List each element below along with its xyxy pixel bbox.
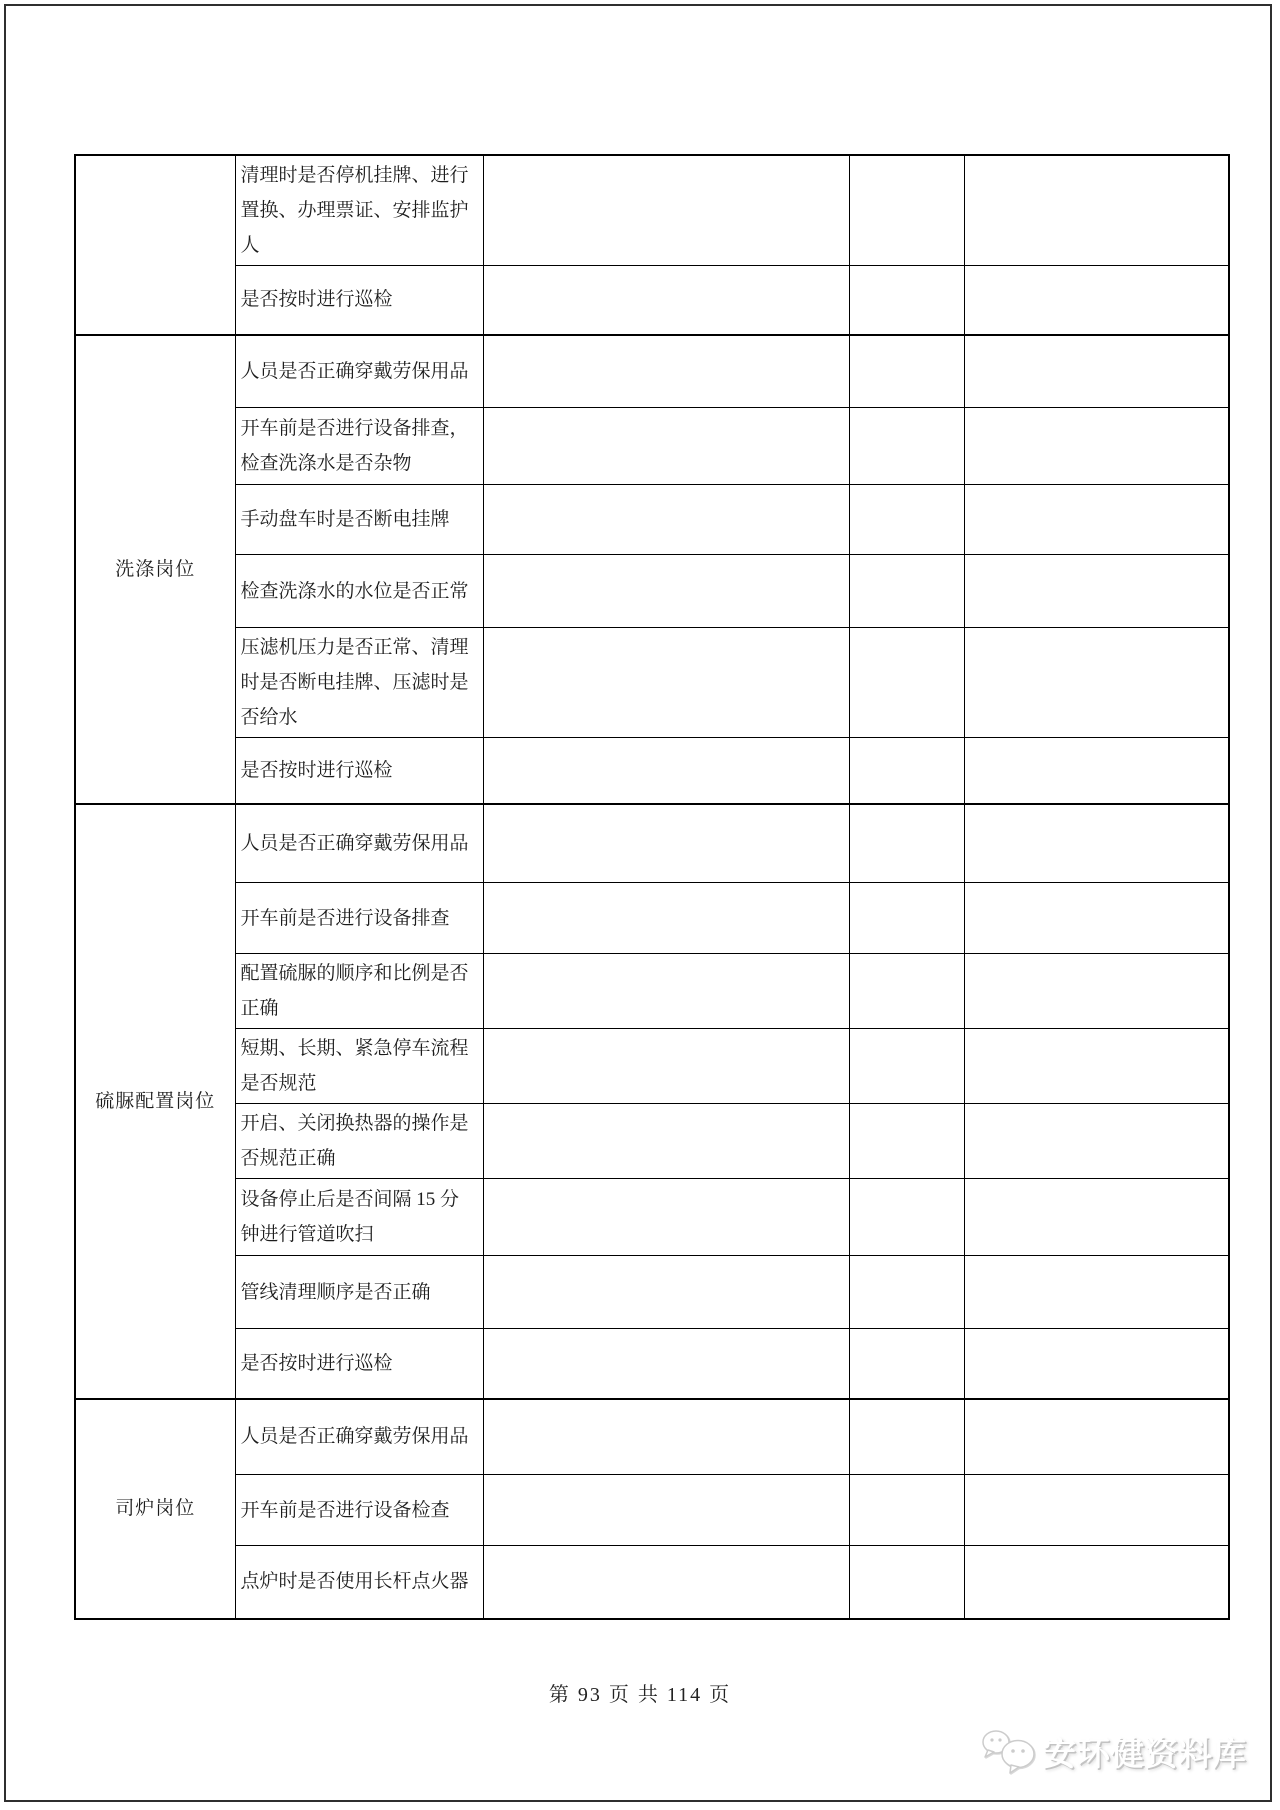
check-item-cell: 清理时是否停机挂牌、进行置换、办理票证、安排监护人	[235, 155, 483, 266]
blank-cell-3	[964, 1475, 1229, 1546]
blank-cell-3	[964, 555, 1229, 628]
table-row	[75, 555, 1229, 628]
table-row	[75, 1329, 1229, 1399]
blank-cell-2	[849, 266, 964, 335]
blank-cell-3	[964, 883, 1229, 954]
blank-cell-3	[964, 804, 1229, 883]
blank-cell-1	[483, 485, 849, 555]
table-row	[75, 155, 1229, 266]
blank-cell-2	[849, 1256, 964, 1329]
blank-cell-3	[964, 1399, 1229, 1475]
blank-cell-1	[483, 555, 849, 628]
blank-cell-1	[483, 1029, 849, 1104]
check-item-cell: 设备停止后是否间隔 15 分钟进行管道吹扫	[235, 1179, 483, 1256]
check-item-cell: 是否按时进行巡检	[235, 738, 483, 804]
table-row	[75, 1399, 1229, 1475]
check-item-cell: 是否按时进行巡检	[235, 1329, 483, 1399]
blank-cell-3	[964, 1546, 1229, 1619]
blank-cell-2	[849, 155, 964, 266]
blank-cell-1	[483, 883, 849, 954]
check-item-cell: 开车前是否进行设备排查，检查洗涤水是否杂物	[235, 408, 483, 485]
blank-cell-3	[964, 1179, 1229, 1256]
blank-cell-2	[849, 1546, 964, 1619]
page-footer	[0, 1678, 1280, 1707]
page-number-text: 第 93 页 共 114 页	[548, 1684, 732, 1706]
blank-cell-1	[483, 1475, 849, 1546]
blank-cell-3	[964, 266, 1229, 335]
blank-cell-2	[849, 954, 964, 1029]
brand-watermark	[981, 1728, 1247, 1775]
check-item-cell: 压滤机压力是否正常、清理时是否断电挂牌、压滤时是否给水	[235, 628, 483, 738]
blank-cell-3	[964, 738, 1229, 804]
blank-cell-3	[964, 628, 1229, 738]
check-item-cell: 点炉时是否使用长杆点火器	[235, 1546, 483, 1619]
blank-cell-3	[964, 408, 1229, 485]
blank-cell-2	[849, 883, 964, 954]
position-label-cell	[75, 155, 235, 335]
position-label-cell: 司炉岗位	[75, 1399, 235, 1619]
check-item-cell: 人员是否正确穿戴劳保用品	[235, 1399, 483, 1475]
blank-cell-2	[849, 1475, 964, 1546]
table-row	[75, 1179, 1229, 1256]
table-row	[75, 1256, 1229, 1329]
blank-cell-3	[964, 1104, 1229, 1179]
blank-cell-3	[964, 1256, 1229, 1329]
blank-cell-1	[483, 954, 849, 1029]
position-label-cell: 洗涤岗位	[75, 335, 235, 804]
blank-cell-3	[964, 954, 1229, 1029]
blank-cell-1	[483, 335, 849, 408]
position-label-cell: 硫脲配置岗位	[75, 804, 235, 1399]
blank-cell-1	[483, 1329, 849, 1399]
blank-cell-1	[483, 738, 849, 804]
blank-cell-2	[849, 1179, 964, 1256]
table-row	[75, 485, 1229, 555]
blank-cell-2	[849, 738, 964, 804]
check-item-cell: 人员是否正确穿戴劳保用品	[235, 335, 483, 408]
table-row	[75, 1475, 1229, 1546]
table-row	[75, 954, 1229, 1029]
blank-cell-1	[483, 155, 849, 266]
blank-cell-2	[849, 485, 964, 555]
blank-cell-2	[849, 1329, 964, 1399]
blank-cell-1	[483, 1546, 849, 1619]
blank-cell-3	[964, 335, 1229, 408]
check-item-cell: 开车前是否进行设备检查	[235, 1475, 483, 1546]
table-row	[75, 738, 1229, 804]
blank-cell-3	[964, 155, 1229, 266]
blank-cell-2	[849, 804, 964, 883]
check-item-cell: 是否按时进行巡检	[235, 266, 483, 335]
table-row	[75, 628, 1229, 738]
check-item-cell: 检查洗涤水的水位是否正常	[235, 555, 483, 628]
check-item-cell: 开启、关闭换热器的操作是否规范正确	[235, 1104, 483, 1179]
blank-cell-1	[483, 804, 849, 883]
blank-cell-2	[849, 335, 964, 408]
inspection-checklist-table	[74, 154, 1230, 1620]
blank-cell-2	[849, 1104, 964, 1179]
table-row	[75, 408, 1229, 485]
blank-cell-2	[849, 555, 964, 628]
wechat-chat-bubbles-icon	[981, 1729, 1039, 1775]
blank-cell-3	[964, 1329, 1229, 1399]
blank-cell-1	[483, 1104, 849, 1179]
table-row	[75, 1104, 1229, 1179]
blank-cell-3	[964, 485, 1229, 555]
table-row	[75, 1029, 1229, 1104]
watermark-text: 安环健资料库	[1043, 1737, 1247, 1773]
check-item-cell: 手动盘车时是否断电挂牌	[235, 485, 483, 555]
blank-cell-2	[849, 408, 964, 485]
blank-cell-1	[483, 1256, 849, 1329]
table-row	[75, 883, 1229, 954]
blank-cell-2	[849, 1399, 964, 1475]
check-item-cell: 短期、长期、紧急停车流程是否规范	[235, 1029, 483, 1104]
check-item-cell: 管线清理顺序是否正确	[235, 1256, 483, 1329]
blank-cell-1	[483, 1179, 849, 1256]
table-row	[75, 804, 1229, 883]
blank-cell-1	[483, 628, 849, 738]
blank-cell-1	[483, 1399, 849, 1475]
blank-cell-1	[483, 408, 849, 485]
check-item-cell: 人员是否正确穿戴劳保用品	[235, 804, 483, 883]
check-item-cell: 配置硫脲的顺序和比例是否正确	[235, 954, 483, 1029]
table-row	[75, 266, 1229, 335]
blank-cell-1	[483, 266, 849, 335]
check-item-cell: 开车前是否进行设备排查	[235, 883, 483, 954]
blank-cell-3	[964, 1029, 1229, 1104]
blank-cell-2	[849, 628, 964, 738]
blank-cell-2	[849, 1029, 964, 1104]
table-row	[75, 335, 1229, 408]
table-row	[75, 1546, 1229, 1619]
